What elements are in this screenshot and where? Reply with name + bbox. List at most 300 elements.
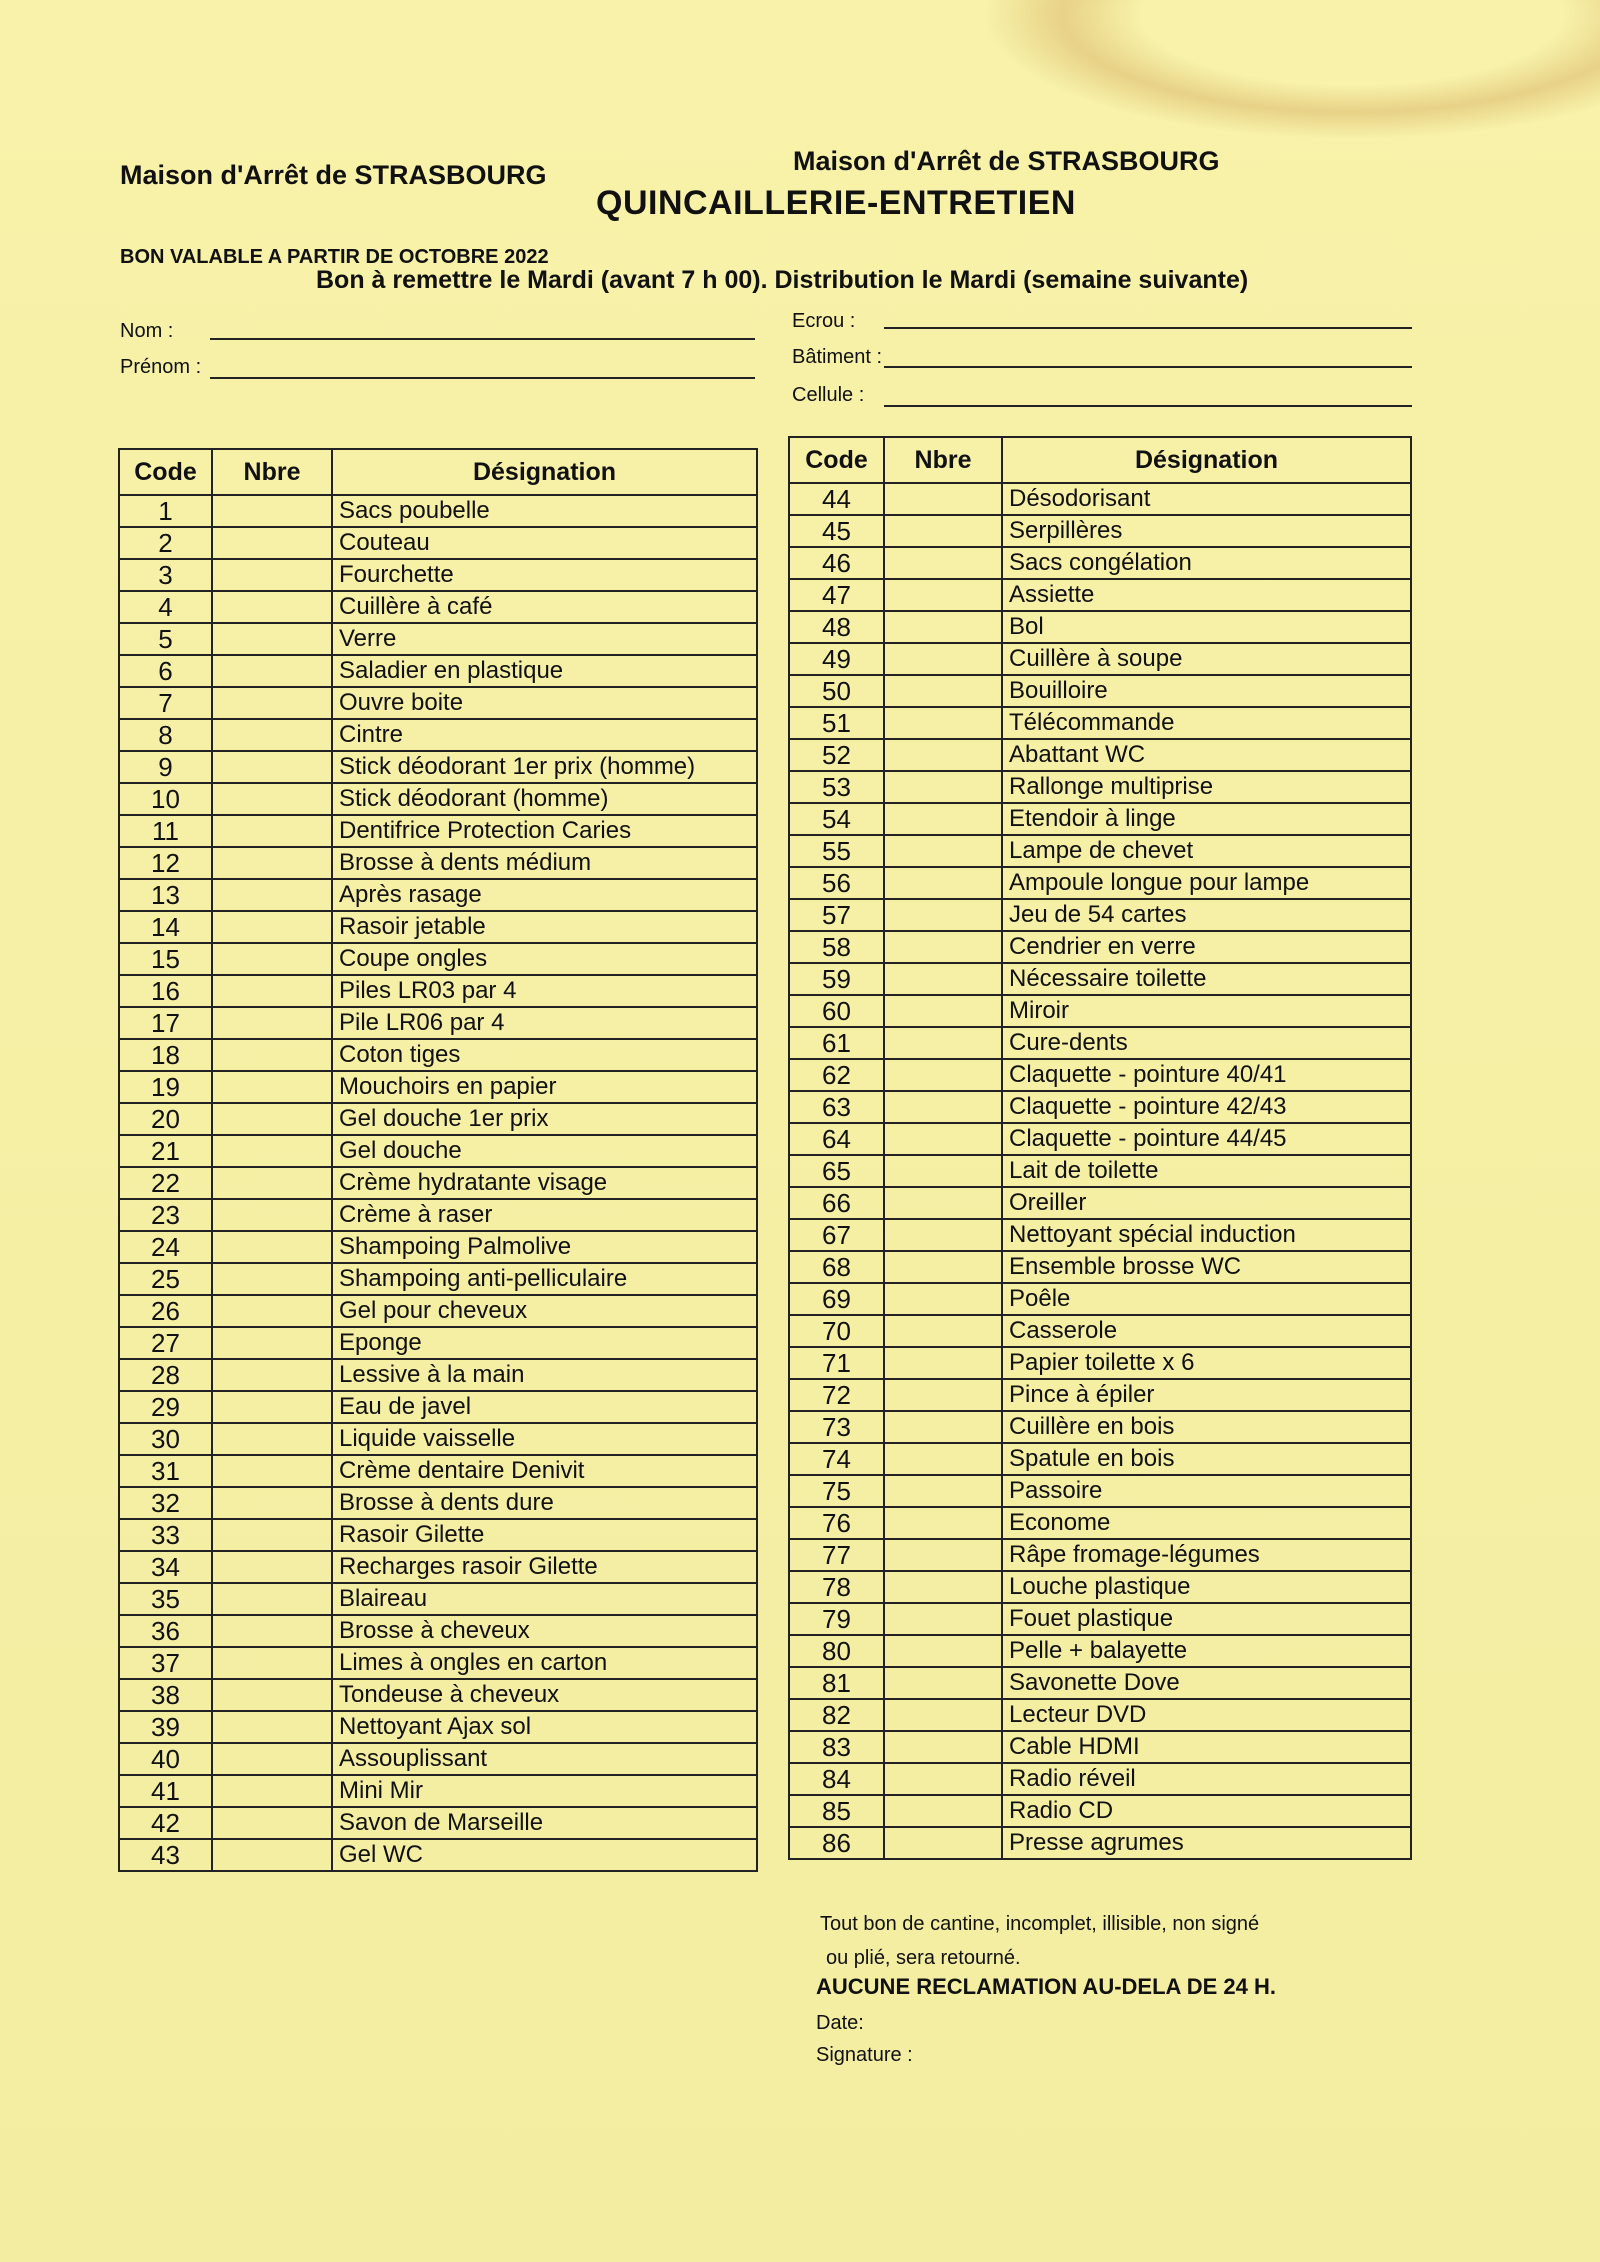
- quantity-cell[interactable]: [212, 911, 332, 943]
- table-row: [119, 847, 757, 879]
- table-row: [789, 547, 1411, 579]
- item-code: 74: [789, 1443, 884, 1475]
- table-row: [789, 739, 1411, 771]
- item-designation: Désodorisant: [1002, 483, 1411, 515]
- item-designation: Fouet plastique: [1002, 1603, 1411, 1635]
- quantity-cell[interactable]: [212, 1263, 332, 1295]
- footer-notice-line2: ou plié, sera retourné.: [826, 1947, 1021, 1969]
- quantity-cell[interactable]: [884, 1603, 1002, 1635]
- item-code: 41: [119, 1775, 212, 1807]
- table-row: [119, 1199, 757, 1231]
- item-designation: Cintre: [332, 719, 757, 751]
- item-code: 86: [789, 1827, 884, 1859]
- item-code: 71: [789, 1347, 884, 1379]
- item-designation: Pile LR06 par 4: [332, 1007, 757, 1039]
- item-designation: Verre: [332, 623, 757, 655]
- table-row: [119, 1583, 757, 1615]
- item-code: 22: [119, 1167, 212, 1199]
- table-row: [119, 975, 757, 1007]
- table-row: [789, 1667, 1411, 1699]
- item-designation: Assouplissant: [332, 1743, 757, 1775]
- item-designation: Gel douche 1er prix: [332, 1103, 757, 1135]
- item-code: 40: [119, 1743, 212, 1775]
- table-row: [119, 879, 757, 911]
- nbre-column-header: Nbre: [212, 449, 332, 495]
- designation-column-header: Désignation: [1002, 437, 1411, 483]
- quantity-cell[interactable]: [884, 867, 1002, 899]
- item-code: 39: [119, 1711, 212, 1743]
- table-row: [789, 931, 1411, 963]
- quantity-cell[interactable]: [884, 1507, 1002, 1539]
- item-code: 47: [789, 579, 884, 611]
- table-row: [789, 1603, 1411, 1635]
- item-code: 38: [119, 1679, 212, 1711]
- item-designation: Claquette - pointure 42/43: [1002, 1091, 1411, 1123]
- item-designation: Rasoir jetable: [332, 911, 757, 943]
- quantity-cell[interactable]: [884, 547, 1002, 579]
- item-designation: Etendoir à linge: [1002, 803, 1411, 835]
- quantity-cell[interactable]: [212, 815, 332, 847]
- quantity-cell[interactable]: [884, 803, 1002, 835]
- item-designation: Savon de Marseille: [332, 1807, 757, 1839]
- item-code: 51: [789, 707, 884, 739]
- item-code: 15: [119, 943, 212, 975]
- table-row: [119, 1231, 757, 1263]
- item-code: 69: [789, 1283, 884, 1315]
- item-designation: Nettoyant Ajax sol: [332, 1711, 757, 1743]
- item-designation: Cuillère en bois: [1002, 1411, 1411, 1443]
- quantity-cell[interactable]: [212, 591, 332, 623]
- table-row: [119, 1103, 757, 1135]
- item-code: 76: [789, 1507, 884, 1539]
- item-code: 16: [119, 975, 212, 1007]
- quantity-cell[interactable]: [212, 1487, 332, 1519]
- item-designation: Télécommande: [1002, 707, 1411, 739]
- item-code: 19: [119, 1071, 212, 1103]
- item-code: 34: [119, 1551, 212, 1583]
- quantity-cell[interactable]: [212, 783, 332, 815]
- quantity-cell[interactable]: [884, 1123, 1002, 1155]
- item-code: 70: [789, 1315, 884, 1347]
- quantity-cell[interactable]: [212, 687, 332, 719]
- quantity-cell[interactable]: [212, 1519, 332, 1551]
- quantity-cell[interactable]: [884, 1571, 1002, 1603]
- item-designation: Eau de javel: [332, 1391, 757, 1423]
- form-title: QUINCAILLERIE-ENTRETIEN: [596, 184, 1076, 222]
- item-code: 27: [119, 1327, 212, 1359]
- quantity-cell[interactable]: [212, 1615, 332, 1647]
- quantity-cell[interactable]: [212, 1039, 332, 1071]
- cellule-field[interactable]: [884, 405, 1412, 407]
- quantity-cell[interactable]: [212, 1551, 332, 1583]
- ecrou-field[interactable]: [884, 327, 1412, 329]
- item-designation: Gel pour cheveux: [332, 1295, 757, 1327]
- item-designation: Fourchette: [332, 559, 757, 591]
- table-row: [119, 1487, 757, 1519]
- item-designation: Rasoir Gilette: [332, 1519, 757, 1551]
- item-designation: Cable HDMI: [1002, 1731, 1411, 1763]
- quantity-cell[interactable]: [884, 1091, 1002, 1123]
- item-designation: Passoire: [1002, 1475, 1411, 1507]
- table-row: [119, 1359, 757, 1391]
- item-designation: Coton tiges: [332, 1039, 757, 1071]
- quantity-cell[interactable]: [884, 611, 1002, 643]
- quantity-cell[interactable]: [884, 1443, 1002, 1475]
- quantity-cell[interactable]: [884, 1315, 1002, 1347]
- quantity-cell[interactable]: [212, 1647, 332, 1679]
- item-designation: Lait de toilette: [1002, 1155, 1411, 1187]
- table-row: [119, 623, 757, 655]
- item-designation: Stick déodorant 1er prix (homme): [332, 751, 757, 783]
- item-designation: Nécessaire toilette: [1002, 963, 1411, 995]
- quantity-cell[interactable]: [212, 1711, 332, 1743]
- item-code: 2: [119, 527, 212, 559]
- item-code: 1: [119, 495, 212, 527]
- table-row: [119, 655, 757, 687]
- item-designation: Cure-dents: [1002, 1027, 1411, 1059]
- quantity-cell[interactable]: [884, 579, 1002, 611]
- nom-field[interactable]: [210, 338, 755, 340]
- quantity-cell[interactable]: [212, 1583, 332, 1615]
- item-designation: Papier toilette x 6: [1002, 1347, 1411, 1379]
- org-right: Maison d'Arrêt de STRASBOURG: [793, 146, 1220, 176]
- item-designation: Ensemble brosse WC: [1002, 1251, 1411, 1283]
- table-row: [119, 1007, 757, 1039]
- item-code: 28: [119, 1359, 212, 1391]
- quantity-cell[interactable]: [212, 847, 332, 879]
- quantity-cell[interactable]: [212, 1295, 332, 1327]
- table-row: [789, 1731, 1411, 1763]
- item-designation: Cendrier en verre: [1002, 931, 1411, 963]
- table-row: [789, 1123, 1411, 1155]
- item-designation: Rallonge multiprise: [1002, 771, 1411, 803]
- table-row: [119, 719, 757, 751]
- item-designation: Couteau: [332, 527, 757, 559]
- item-designation: Crème hydratante visage: [332, 1167, 757, 1199]
- item-designation: Bouilloire: [1002, 675, 1411, 707]
- item-designation: Jeu de 54 cartes: [1002, 899, 1411, 931]
- item-code: 63: [789, 1091, 884, 1123]
- item-code: 20: [119, 1103, 212, 1135]
- item-code: 29: [119, 1391, 212, 1423]
- quantity-cell[interactable]: [212, 1231, 332, 1263]
- item-designation: Nettoyant spécial induction: [1002, 1219, 1411, 1251]
- item-code: 48: [789, 611, 884, 643]
- item-code: 56: [789, 867, 884, 899]
- quantity-cell[interactable]: [884, 1347, 1002, 1379]
- table-row: [789, 1251, 1411, 1283]
- quantity-cell[interactable]: [884, 1667, 1002, 1699]
- item-code: 32: [119, 1487, 212, 1519]
- table-row: [789, 579, 1411, 611]
- quantity-cell[interactable]: [884, 1763, 1002, 1795]
- item-code: 6: [119, 655, 212, 687]
- table-row: [119, 1071, 757, 1103]
- item-code: 66: [789, 1187, 884, 1219]
- item-designation: Econome: [1002, 1507, 1411, 1539]
- quantity-cell[interactable]: [884, 675, 1002, 707]
- quantity-cell[interactable]: [884, 483, 1002, 515]
- quantity-cell[interactable]: [884, 1827, 1002, 1859]
- table-row: [119, 1807, 757, 1839]
- cellule-label: Cellule :: [792, 384, 865, 406]
- quantity-cell[interactable]: [884, 707, 1002, 739]
- quantity-cell[interactable]: [212, 495, 332, 527]
- item-code: 3: [119, 559, 212, 591]
- item-designation: Râpe fromage-légumes: [1002, 1539, 1411, 1571]
- quantity-cell[interactable]: [884, 1027, 1002, 1059]
- table-row: [789, 675, 1411, 707]
- table-row: [119, 495, 757, 527]
- table-row: [119, 591, 757, 623]
- quantity-cell[interactable]: [212, 1679, 332, 1711]
- quantity-cell[interactable]: [212, 1423, 332, 1455]
- item-code: 64: [789, 1123, 884, 1155]
- table-row: [789, 483, 1411, 515]
- item-designation: Radio CD: [1002, 1795, 1411, 1827]
- quantity-cell[interactable]: [212, 559, 332, 591]
- table-row: [119, 751, 757, 783]
- table-row: [789, 707, 1411, 739]
- nbre-column-header: Nbre: [884, 437, 1002, 483]
- item-code: 67: [789, 1219, 884, 1251]
- item-code: 49: [789, 643, 884, 675]
- quantity-cell[interactable]: [212, 719, 332, 751]
- table-row: [789, 1507, 1411, 1539]
- quantity-cell[interactable]: [212, 1007, 332, 1039]
- prenom-field[interactable]: [210, 377, 755, 379]
- table-row: [789, 771, 1411, 803]
- item-designation: Blaireau: [332, 1583, 757, 1615]
- item-designation: Cuillère à soupe: [1002, 643, 1411, 675]
- item-code: 50: [789, 675, 884, 707]
- item-designation: Casserole: [1002, 1315, 1411, 1347]
- item-code: 10: [119, 783, 212, 815]
- quantity-cell[interactable]: [884, 1283, 1002, 1315]
- item-designation: Assiette: [1002, 579, 1411, 611]
- code-column-header: Code: [119, 449, 212, 495]
- quantity-cell[interactable]: [884, 995, 1002, 1027]
- item-designation: Brosse à dents dure: [332, 1487, 757, 1519]
- item-designation: Radio réveil: [1002, 1763, 1411, 1795]
- item-designation: Lampe de chevet: [1002, 835, 1411, 867]
- quantity-cell[interactable]: [212, 623, 332, 655]
- item-designation: Tondeuse à cheveux: [332, 1679, 757, 1711]
- table-row: [789, 1379, 1411, 1411]
- item-code: 84: [789, 1763, 884, 1795]
- code-column-header: Code: [789, 437, 884, 483]
- quantity-cell[interactable]: [884, 1059, 1002, 1091]
- item-code: 52: [789, 739, 884, 771]
- table-row: [789, 1027, 1411, 1059]
- table-row: [789, 1411, 1411, 1443]
- submission-instructions: Bon à remettre le Mardi (avant 7 h 00). Distribution le Mardi (semaine suivante): [316, 266, 1249, 294]
- quantity-cell[interactable]: [212, 975, 332, 1007]
- item-designation: Poêle: [1002, 1283, 1411, 1315]
- quantity-cell[interactable]: [884, 1219, 1002, 1251]
- item-code: 79: [789, 1603, 884, 1635]
- quantity-cell[interactable]: [884, 739, 1002, 771]
- table-row: [789, 1219, 1411, 1251]
- item-designation: Cuillère à café: [332, 591, 757, 623]
- item-designation: Lessive à la main: [332, 1359, 757, 1391]
- table-row: [119, 1455, 757, 1487]
- quantity-cell[interactable]: [884, 1475, 1002, 1507]
- item-designation: Pelle + balayette: [1002, 1635, 1411, 1667]
- table-row: [119, 1679, 757, 1711]
- quantity-cell[interactable]: [212, 1135, 332, 1167]
- table-row: [789, 643, 1411, 675]
- quantity-cell[interactable]: [212, 1455, 332, 1487]
- table-row: [789, 899, 1411, 931]
- item-designation: Brosse à dents médium: [332, 847, 757, 879]
- item-code: 23: [119, 1199, 212, 1231]
- quantity-cell[interactable]: [212, 655, 332, 687]
- item-code: 7: [119, 687, 212, 719]
- quantity-cell[interactable]: [212, 943, 332, 975]
- table-row: [119, 559, 757, 591]
- quantity-cell[interactable]: [212, 1167, 332, 1199]
- item-code: 82: [789, 1699, 884, 1731]
- item-code: 55: [789, 835, 884, 867]
- item-designation: Coupe ongles: [332, 943, 757, 975]
- table-row: [789, 1315, 1411, 1347]
- item-code: 77: [789, 1539, 884, 1571]
- table-row: [789, 1795, 1411, 1827]
- quantity-cell[interactable]: [884, 1795, 1002, 1827]
- item-designation: Piles LR03 par 4: [332, 975, 757, 1007]
- table-row: [119, 1327, 757, 1359]
- quantity-cell[interactable]: [212, 879, 332, 911]
- table-row: [789, 867, 1411, 899]
- table-row: [119, 1391, 757, 1423]
- item-designation: Limes à ongles en carton: [332, 1647, 757, 1679]
- item-code: 33: [119, 1519, 212, 1551]
- item-code: 72: [789, 1379, 884, 1411]
- quantity-cell[interactable]: [884, 835, 1002, 867]
- quantity-cell[interactable]: [884, 1411, 1002, 1443]
- item-designation: Liquide vaisselle: [332, 1423, 757, 1455]
- quantity-cell[interactable]: [212, 1391, 332, 1423]
- quantity-cell[interactable]: [884, 931, 1002, 963]
- item-designation: Ouvre boite: [332, 687, 757, 719]
- quantity-cell[interactable]: [884, 1635, 1002, 1667]
- table-row: [119, 1263, 757, 1295]
- quantity-cell[interactable]: [884, 643, 1002, 675]
- item-code: 24: [119, 1231, 212, 1263]
- item-designation: Spatule en bois: [1002, 1443, 1411, 1475]
- footer-notice-line1: Tout bon de cantine, incomplet, illisible, non signé: [820, 1913, 1260, 1935]
- quantity-cell[interactable]: [212, 1807, 332, 1839]
- item-code: 59: [789, 963, 884, 995]
- item-designation: Pince à épiler: [1002, 1379, 1411, 1411]
- table-row: [789, 515, 1411, 547]
- item-code: 4: [119, 591, 212, 623]
- quantity-cell[interactable]: [884, 1379, 1002, 1411]
- item-code: 85: [789, 1795, 884, 1827]
- table-row: [119, 943, 757, 975]
- item-designation: Gel douche: [332, 1135, 757, 1167]
- item-code: 61: [789, 1027, 884, 1059]
- item-code: 31: [119, 1455, 212, 1487]
- item-code: 12: [119, 847, 212, 879]
- item-designation: Gel WC: [332, 1839, 757, 1871]
- item-designation: Sacs congélation: [1002, 547, 1411, 579]
- no-claim-warning: AUCUNE RECLAMATION AU-DELA DE 24 H.: [816, 1974, 1276, 1999]
- batiment-field[interactable]: [884, 366, 1412, 368]
- quantity-cell[interactable]: [884, 963, 1002, 995]
- table-row: [119, 527, 757, 559]
- quantity-cell[interactable]: [884, 771, 1002, 803]
- table-row: [119, 1135, 757, 1167]
- quantity-cell[interactable]: [884, 1187, 1002, 1219]
- item-code: 78: [789, 1571, 884, 1603]
- quantity-cell[interactable]: [212, 751, 332, 783]
- item-designation: Claquette - pointure 44/45: [1002, 1123, 1411, 1155]
- item-code: 43: [119, 1839, 212, 1871]
- table-row: [119, 1519, 757, 1551]
- item-designation: Miroir: [1002, 995, 1411, 1027]
- quantity-cell[interactable]: [884, 899, 1002, 931]
- item-code: 57: [789, 899, 884, 931]
- table-row: [789, 1475, 1411, 1507]
- item-designation: Mini Mir: [332, 1775, 757, 1807]
- quantity-cell[interactable]: [884, 1155, 1002, 1187]
- item-designation: Ampoule longue pour lampe: [1002, 867, 1411, 899]
- table-row: [119, 1423, 757, 1455]
- item-code: 25: [119, 1263, 212, 1295]
- table-row: [789, 1187, 1411, 1219]
- item-designation: Recharges rasoir Gilette: [332, 1551, 757, 1583]
- item-code: 44: [789, 483, 884, 515]
- quantity-cell[interactable]: [884, 1539, 1002, 1571]
- quantity-cell[interactable]: [884, 515, 1002, 547]
- quantity-cell[interactable]: [212, 1103, 332, 1135]
- quantity-cell[interactable]: [212, 1327, 332, 1359]
- table-row: [119, 815, 757, 847]
- item-code: 62: [789, 1059, 884, 1091]
- table-row: [119, 687, 757, 719]
- items-table-left: [118, 448, 758, 1872]
- prenom-label: Prénom :: [120, 356, 202, 378]
- table-row: [119, 1551, 757, 1583]
- quantity-cell[interactable]: [212, 1199, 332, 1231]
- table-row: [789, 963, 1411, 995]
- table-row: [119, 1295, 757, 1327]
- quantity-cell[interactable]: [884, 1731, 1002, 1763]
- table-row: [789, 803, 1411, 835]
- nom-label: Nom :: [120, 320, 174, 342]
- quantity-cell[interactable]: [212, 527, 332, 559]
- item-designation: Sacs poubelle: [332, 495, 757, 527]
- quantity-cell[interactable]: [212, 1775, 332, 1807]
- item-code: 9: [119, 751, 212, 783]
- item-code: 54: [789, 803, 884, 835]
- item-code: 35: [119, 1583, 212, 1615]
- batiment-label: Bâtiment :: [792, 346, 883, 368]
- quantity-cell[interactable]: [884, 1251, 1002, 1283]
- quantity-cell[interactable]: [212, 1743, 332, 1775]
- table-row: [789, 1827, 1411, 1859]
- quantity-cell[interactable]: [212, 1071, 332, 1103]
- quantity-cell[interactable]: [212, 1359, 332, 1391]
- quantity-cell[interactable]: [212, 1839, 332, 1871]
- table-row: [119, 783, 757, 815]
- item-code: 68: [789, 1251, 884, 1283]
- table-row: [789, 1443, 1411, 1475]
- quantity-cell[interactable]: [884, 1699, 1002, 1731]
- item-code: 21: [119, 1135, 212, 1167]
